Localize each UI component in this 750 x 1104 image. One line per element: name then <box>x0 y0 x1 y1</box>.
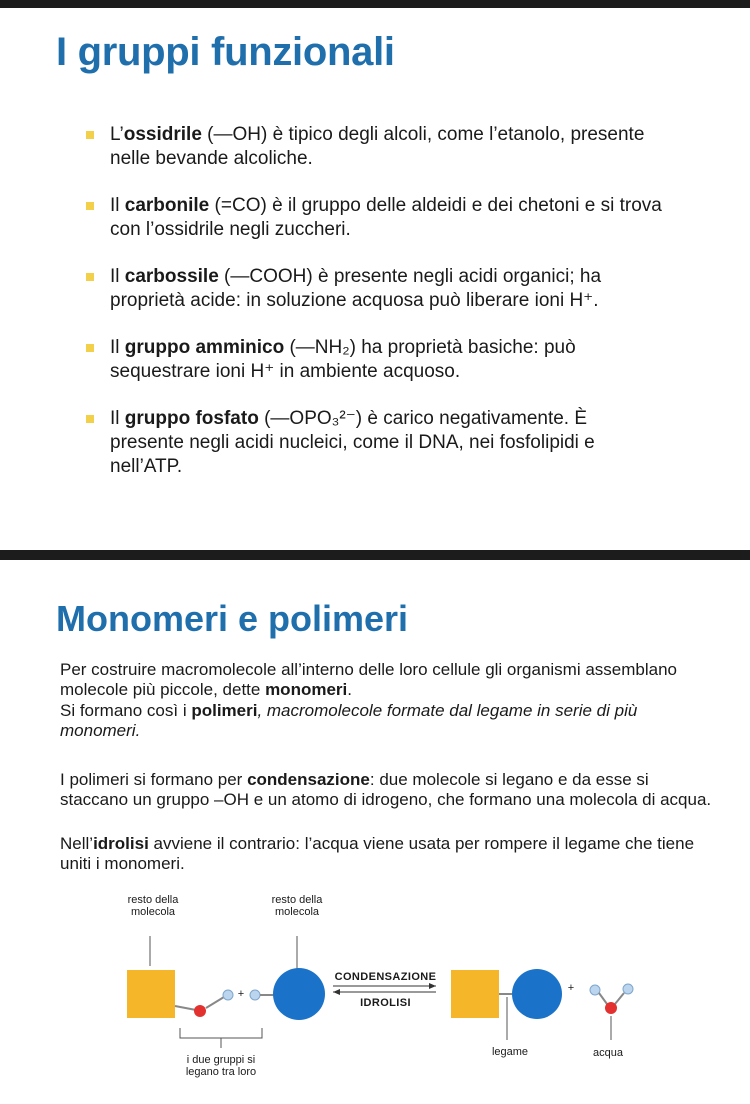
hydrolysis-label: IDROLISI <box>360 997 411 1009</box>
list-item: Il carbossile (—COOH) è presente negli acidi organici; ha proprietà acide: in soluzione acquosa può liberare ioni H⁺. <box>86 265 666 313</box>
list-item: Il gruppo amminico (—NH₂) ha proprietà basiche: può sequestrare ioni H⁺ in ambiente acquoso. <box>86 336 666 384</box>
slide-title: Monomeri e polimeri <box>56 598 409 639</box>
water-label: acqua <box>593 1047 623 1059</box>
plus-sign: + <box>237 988 245 1000</box>
circle-monomer-icon <box>273 968 325 1020</box>
paragraph-hydrolysis: Nell’idrolisi avviene il contrario: l’acqua viene usata per rompere il legame che tiene uniti i monomeri. <box>60 834 695 873</box>
slide-divider <box>0 550 750 560</box>
list-item: Il gruppo fosfato (—OPO₃²⁻) è carico negativamente. È presente negli acidi nucleici, come il DNA, nei fosfolipidi e nell’ATP. <box>86 407 666 479</box>
square-monomer-icon <box>451 970 499 1018</box>
list-item: L’ossidrile (—OH) è tipico degli alcoli, come l’etanolo, presente nelle bevande alcoliche. <box>86 123 666 171</box>
slide-functional-groups <box>0 8 750 550</box>
groups-bond-label: i due gruppi si legano tra loro <box>185 1054 257 1078</box>
condensation-label: CONDENSAZIONE <box>334 971 437 983</box>
bullet-list <box>86 123 666 502</box>
circle-monomer-icon <box>512 969 562 1019</box>
paragraph-polymers: Si formano così i polimeri, macromolecole formate dal legame in serie di più monomeri. <box>60 701 638 740</box>
condensation-diagram <box>100 890 660 1100</box>
oxygen-atom-icon <box>194 1005 206 1017</box>
bullet-square-icon <box>86 273 94 281</box>
list-item: Il carbonile (=CO) è il gruppo delle aldeidi e dei chetoni e si trova con l’ossidrile negli zuccheri. <box>86 194 666 242</box>
bullet-square-icon <box>86 415 94 423</box>
top-border <box>0 0 750 8</box>
plus-sign: + <box>567 982 575 994</box>
slide-title: I gruppi funzionali <box>56 30 395 74</box>
paragraph-condensation: I polimeri si formano per condensazione: due molecole si legano e da esse si staccano un gruppo –OH e un atomo di idrogeno, che formano una molecola di acqua. <box>60 770 712 809</box>
bond-label: legame <box>491 1046 529 1058</box>
bullet-square-icon <box>86 202 94 210</box>
bullet-square-icon <box>86 131 94 139</box>
label-left-rest: resto della molecola <box>127 894 179 918</box>
hydrogen-atom-icon <box>623 984 633 994</box>
paragraph-monomers: Per costruire macromolecole all’interno delle loro cellule gli organismi assemblano molecole più piccole, dette monomeri. <box>60 660 678 699</box>
bullet-square-icon <box>86 344 94 352</box>
slide-monomers-polymers <box>0 560 750 1104</box>
label-right-rest: resto della molecola <box>271 894 323 918</box>
hydrogen-atom-icon <box>250 990 260 1000</box>
square-monomer-icon <box>127 970 175 1018</box>
bracket-line <box>180 1028 262 1038</box>
hydrogen-atom-icon <box>223 990 233 1000</box>
